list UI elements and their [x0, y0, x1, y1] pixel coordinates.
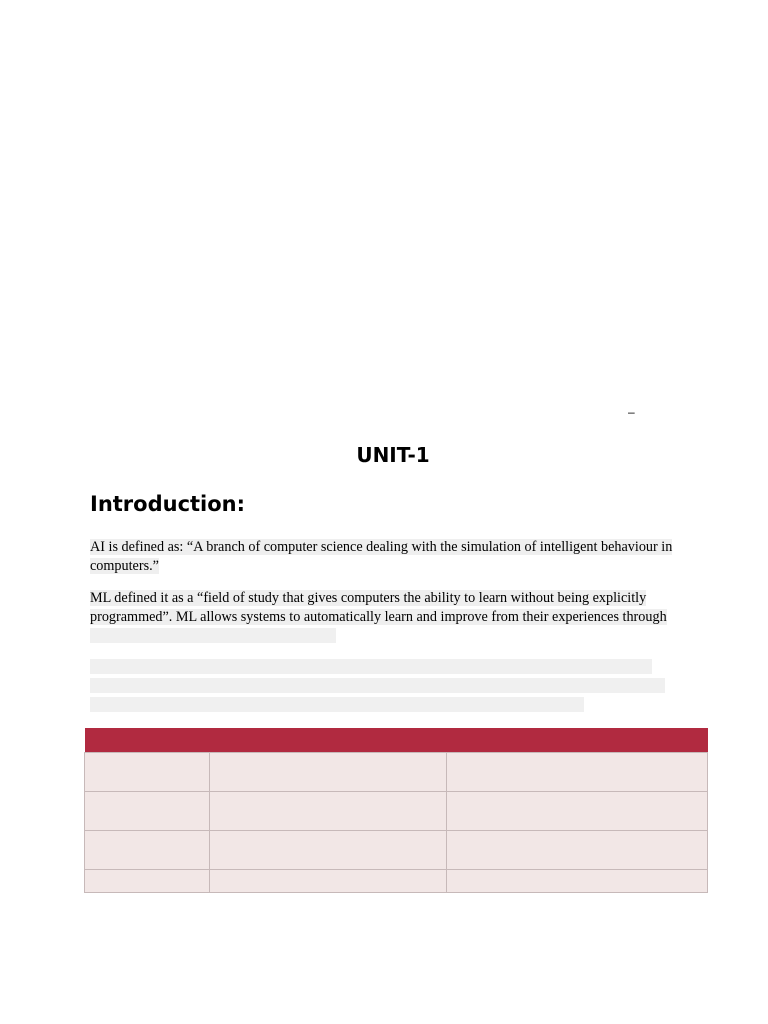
table-header-cell: [447, 728, 708, 753]
table-header-row: [85, 728, 708, 753]
redacted-text-line: [90, 697, 584, 712]
page-mark: –: [628, 405, 635, 419]
table-header-cell: [85, 728, 210, 753]
paragraph-line: computers.”: [90, 558, 159, 574]
table-header-cell: [210, 728, 447, 753]
paragraph-ai-definition: [90, 538, 690, 576]
table-cell: [85, 870, 210, 893]
section-heading: Introduction:: [90, 492, 246, 516]
redacted-text-line: [90, 678, 665, 693]
table-row: [85, 870, 708, 893]
data-table: [84, 728, 708, 893]
paragraph-ml-definition: [90, 589, 690, 627]
table-cell: [447, 792, 708, 831]
table-cell: [85, 792, 210, 831]
table-cell: [447, 870, 708, 893]
table-cell: [447, 831, 708, 870]
table-cell: [210, 792, 447, 831]
table-cell: [210, 753, 447, 792]
table-cell: [210, 870, 447, 893]
table-cell: [85, 831, 210, 870]
data-table-container: [84, 728, 707, 893]
table-cell: [447, 753, 708, 792]
unit-title: UNIT-1: [356, 443, 430, 467]
table-row: [85, 792, 708, 831]
table-row: [85, 831, 708, 870]
paragraph-line: AI is defined as: “A branch of computer science dealing with the simulation of intelligent behaviour in: [90, 539, 673, 555]
paragraph-line: programmed”. ML allows systems to automatically learn and improve from their experiences through: [90, 609, 667, 625]
redacted-text-line: [90, 628, 336, 643]
table-cell: [210, 831, 447, 870]
table-cell: [85, 753, 210, 792]
table-row: [85, 753, 708, 792]
paragraph-line: ML defined it as a “field of study that gives computers the ability to learn without being explicitly: [90, 590, 647, 606]
redacted-text-line: [90, 659, 652, 674]
